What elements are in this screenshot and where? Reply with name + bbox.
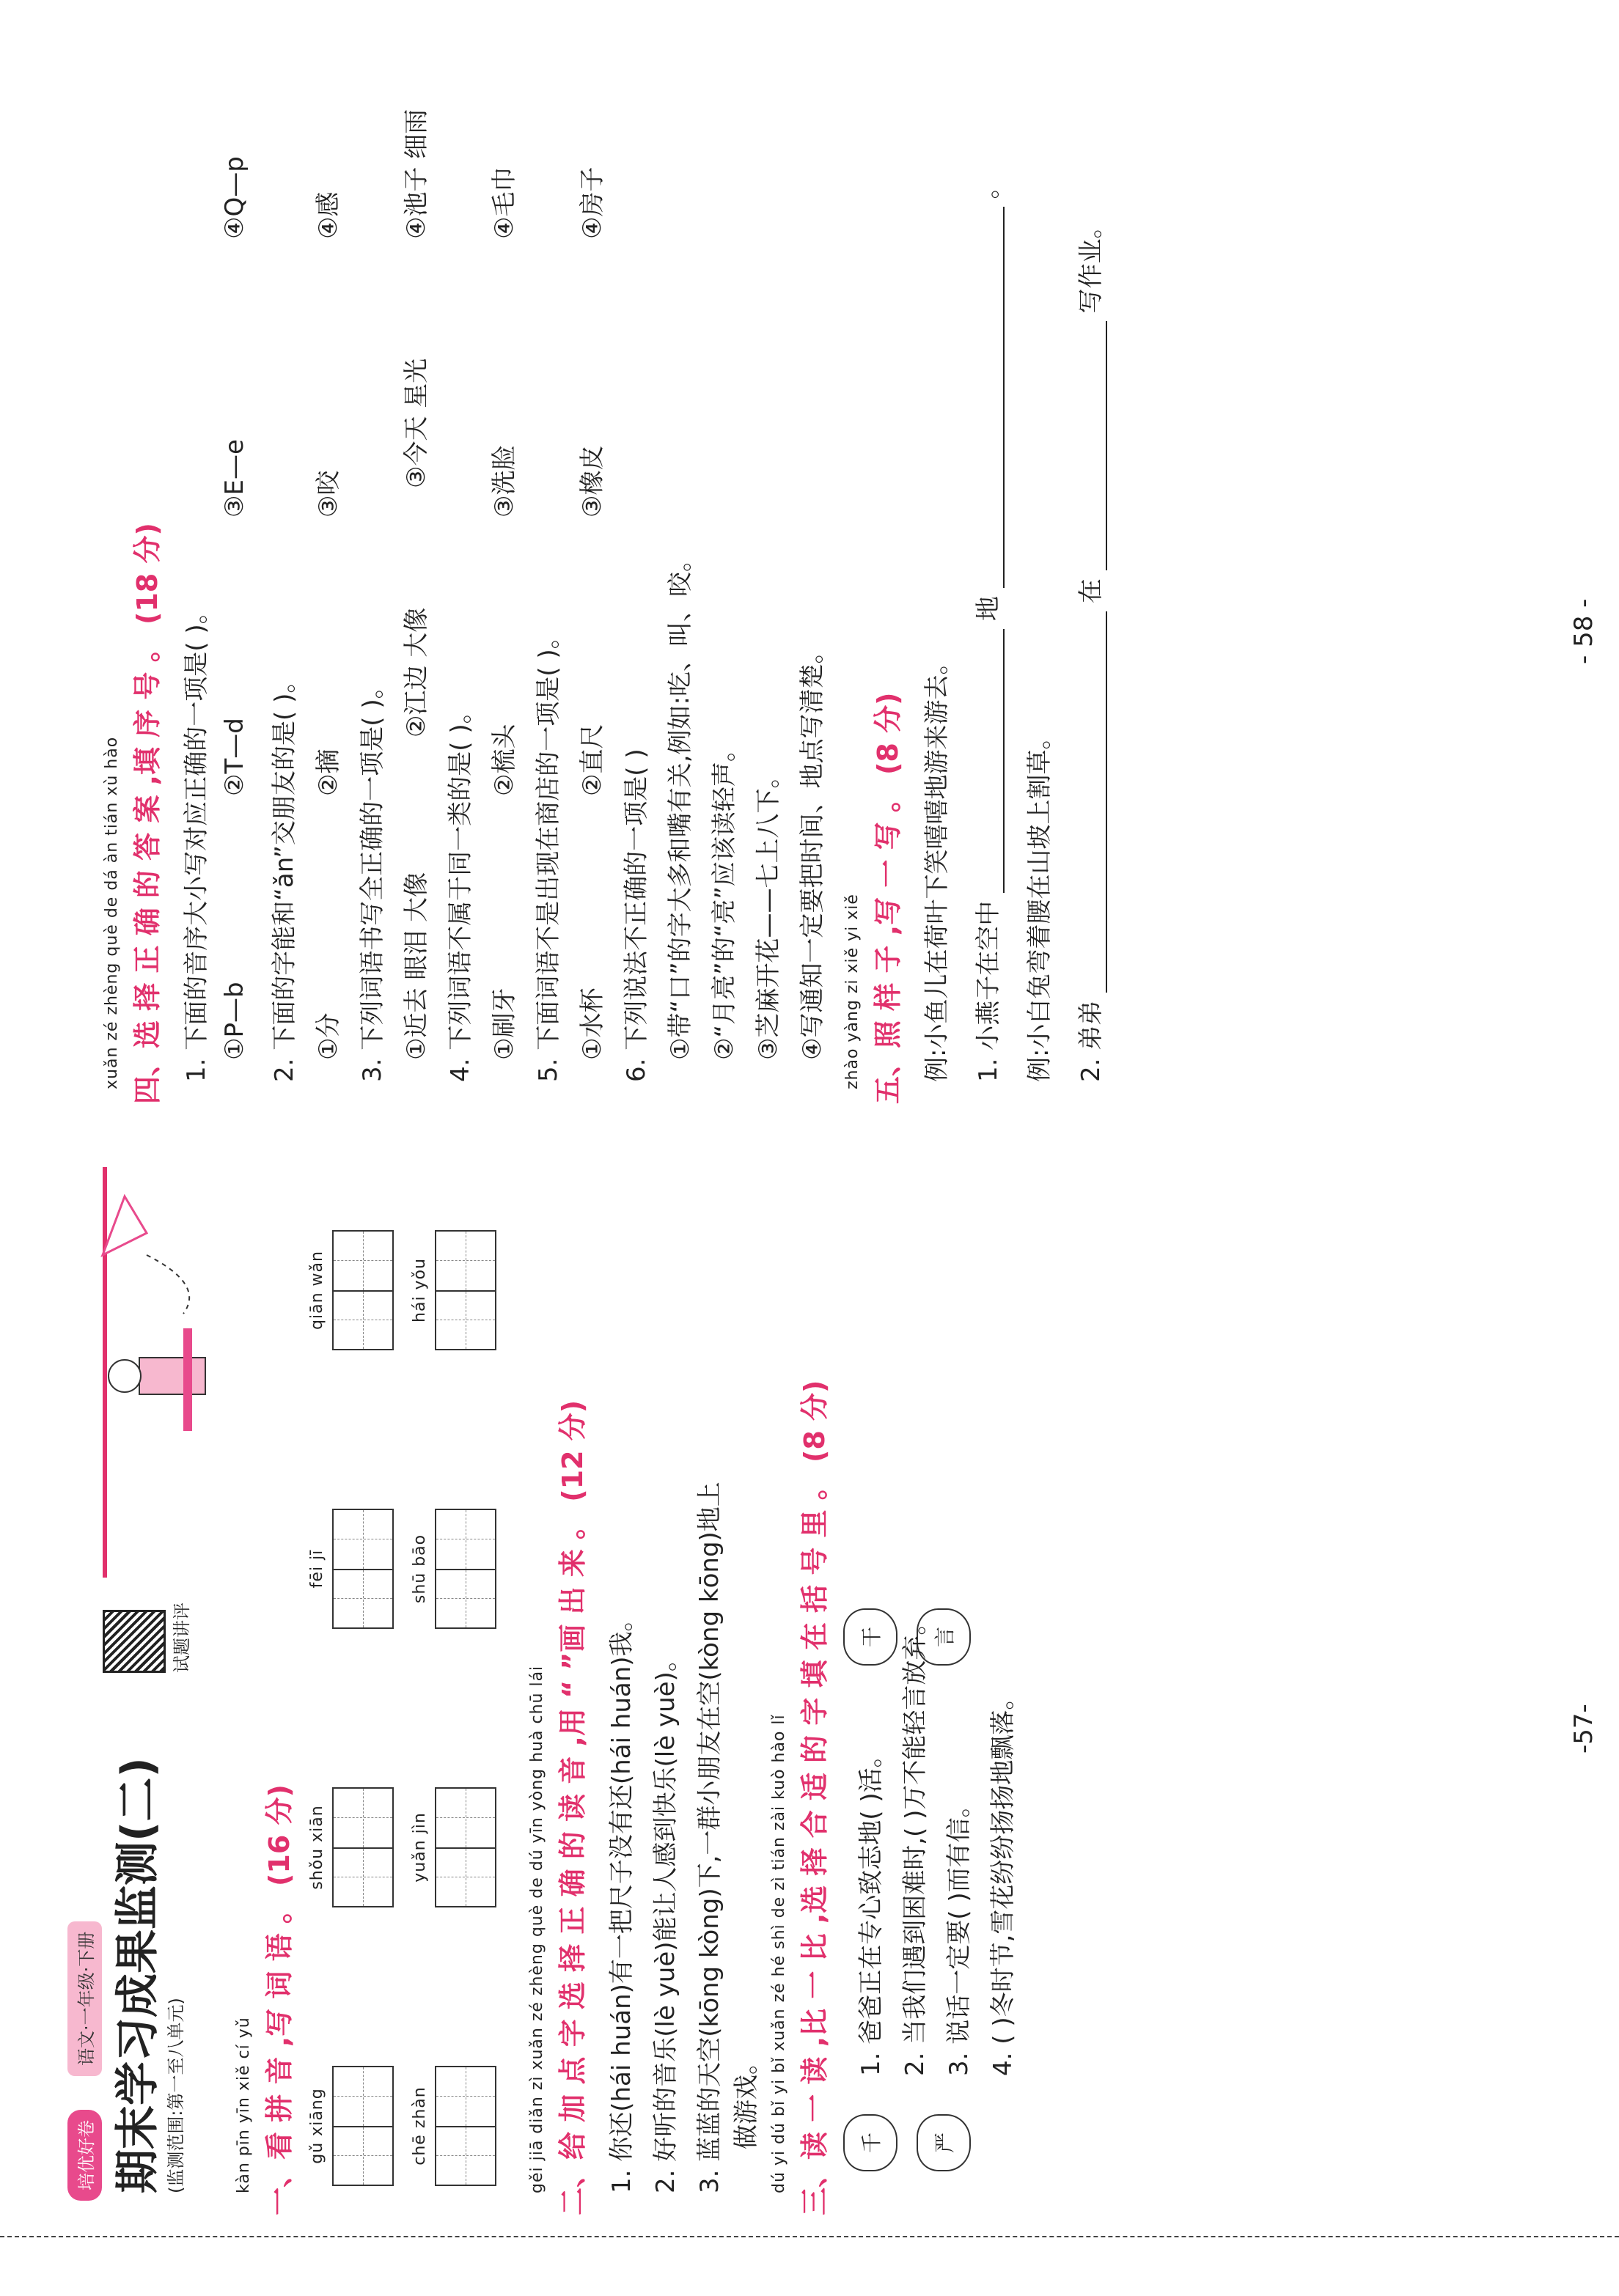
- writing-grid[interactable]: [435, 2066, 496, 2186]
- section2-item-1[interactable]: 1. 你还(hái huán)有一把尺子没有还(hái huán)我。: [607, 1606, 636, 2193]
- section5-title: 五、照 样 子 ,写 一 写 。: [872, 784, 904, 1104]
- q4-1-opt-3[interactable]: ③E—e: [220, 439, 249, 518]
- q4-6-opt-3[interactable]: ③芝麻开花——七上八下。: [754, 763, 783, 1060]
- q4-3-opt-2[interactable]: ②江边 大像: [402, 607, 431, 737]
- word-pinyin: qiān wǎn: [308, 1251, 326, 1330]
- fill-2-mid: 在: [1076, 578, 1106, 604]
- q4-1-opt-1[interactable]: ①P—b: [220, 982, 249, 1060]
- section1-heading: [257, 1784, 297, 2215]
- blank-2b[interactable]: [1076, 321, 1107, 570]
- writing-grid[interactable]: [332, 1230, 394, 1350]
- writing-grid[interactable]: [332, 1787, 394, 1907]
- binding-margin: [0, 2236, 1619, 2281]
- q4-2-stem[interactable]: 2. 下面的字能和“ǎn”交朋友的是( )。: [270, 668, 299, 1082]
- section2-item-2[interactable]: 2. 好听的音乐(lè yuè)能让人感到快乐(lè yuè)。: [651, 1646, 680, 2193]
- q4-4-opt-2[interactable]: ②梳头: [490, 724, 519, 796]
- q4-4-opt-1[interactable]: ①刷牙: [490, 987, 519, 1060]
- qr-code[interactable]: [103, 1610, 166, 1673]
- q4-3-opt-1[interactable]: ①近去 眼泪 大像: [402, 872, 431, 1060]
- section2-pinyin: gěi jiā diǎn zì xuǎn zé zhèng què de dú yīn yòng huà chū lái: [528, 1665, 546, 2193]
- word-pinyin: fēi jī: [308, 1549, 326, 1589]
- fill-item-1: [968, 174, 1005, 1083]
- word-box-6: [411, 1787, 496, 1907]
- q4-2-opt-4[interactable]: ④感: [314, 191, 343, 239]
- section3-item-2[interactable]: 2. 当我们遇到困难时,( )万不能轻言放弃。: [900, 1610, 930, 2076]
- word-box-7: [411, 1509, 496, 1629]
- left-page: [0, 1148, 1619, 2296]
- q4-3-opt-3[interactable]: ③今天 星光: [402, 358, 431, 488]
- q4-5-opt-4[interactable]: ④房子: [578, 166, 607, 239]
- word-box-8: [411, 1230, 496, 1350]
- fill-item-2: [1071, 214, 1107, 1083]
- section2-item-3[interactable]: 3. 蓝蓝的天空(kōng kòng)下,一群小朋友在空(kòng kōng)地上: [695, 1482, 724, 2193]
- example-2: 例:小白兔弯着腰在山坡上割草。: [1025, 724, 1054, 1082]
- writing-grid[interactable]: [435, 1509, 496, 1629]
- section2-score: (12 分): [557, 1399, 589, 1502]
- q4-6-opt-4[interactable]: ④写通知一定要把时间、地点写清楚。: [798, 639, 827, 1060]
- section3-item-4[interactable]: 4. ( )冬时节,雪花纷纷扬扬地飘落。: [988, 1685, 1018, 2076]
- q4-5-opt-2[interactable]: ②直尺: [578, 724, 607, 796]
- q4-2-opt-2[interactable]: ②摘: [314, 748, 343, 796]
- section5-pinyin: zhào yàng zi xiě yi xiě: [843, 894, 862, 1089]
- student-illustration-icon: [73, 1167, 249, 1475]
- word-box-2: [308, 1787, 394, 1907]
- word-pinyin: gǔ xiāng: [308, 2088, 326, 2164]
- section3-title: 三、读 一 读 ,比 一 比 ,选 择 合 适 的 字 填 在 括 号 里 。: [799, 1472, 831, 2215]
- q4-3-opt-4[interactable]: ④池子 细雨: [402, 108, 431, 239]
- writing-grid[interactable]: [435, 1230, 496, 1350]
- fill-2-end: 写作业。: [1076, 213, 1106, 314]
- section3-item-3[interactable]: 3. 说话一定要( )而有信。: [944, 1792, 974, 2076]
- section1-pinyin: kàn pīn yīn xiě cí yǔ: [235, 2017, 253, 2193]
- q4-6-stem[interactable]: 6. 下列说法不正确的一项是( ): [622, 748, 651, 1082]
- section3-pinyin: dú yi dú bǐ yi bǐ xuǎn zé hé shì de zì tián zài kuò hào lǐ: [770, 1714, 788, 2193]
- page-number-58: - 58 -: [1569, 598, 1598, 664]
- q4-2-opt-1[interactable]: ①分: [314, 1012, 343, 1060]
- blank-1a[interactable]: [974, 629, 1005, 893]
- blank-2a[interactable]: [1076, 611, 1107, 993]
- section2-title: 二、给 加 点 字 选 择 正 确 的 读 音 ,用 “ ”画 出 来 。: [557, 1511, 589, 2215]
- q4-5-opt-3[interactable]: ③橡皮: [578, 445, 607, 518]
- apple-char-1: 千: [843, 2114, 897, 2171]
- section2-item-3-cont: 做游戏。: [732, 2050, 761, 2149]
- section4-pinyin: xuǎn zé zhèng què de dá àn tián xù hào: [103, 736, 121, 1089]
- section3-heading: [792, 1380, 832, 2215]
- q4-4-opt-4[interactable]: ④毛巾: [490, 166, 519, 239]
- example-1: 例:小鱼儿在荷叶下笑嘻嘻地游来游去。: [922, 650, 952, 1082]
- q4-6-opt-1[interactable]: ①带“口”的字大多和嘴有关,例如:吃、叫、咬。: [666, 547, 695, 1060]
- q4-6-opt-2[interactable]: ②“月亮”的“亮”应该读轻声。: [710, 737, 739, 1060]
- q4-1-opt-2[interactable]: ②T—d: [220, 718, 249, 796]
- word-box-3: [308, 1509, 394, 1629]
- fill-1-end: 。: [974, 174, 1003, 199]
- fill-2-start: 2. 弟弟: [1076, 1000, 1106, 1082]
- q4-5-opt-1[interactable]: ①水杯: [578, 987, 607, 1060]
- section5-heading: [865, 693, 906, 1104]
- section3-score: (8 分): [799, 1380, 831, 1462]
- word-box-5: [411, 2066, 496, 2186]
- writing-grid[interactable]: [332, 1509, 394, 1629]
- page-title: 期末学习成果监测(二): [112, 1757, 164, 2193]
- subject-badge: 语文·一年级·下册: [67, 1921, 102, 2076]
- blank-1b[interactable]: [974, 207, 1005, 588]
- q4-5-stem[interactable]: 5. 下面词语不是出现在商店的一项是( )。: [534, 624, 563, 1082]
- section3-item-1[interactable]: 1. 爸爸正在专心致志地( )活。: [856, 1743, 886, 2076]
- scope-label: (监测范围:第一至八单元): [166, 1998, 186, 2193]
- apple-char-3: 干: [843, 1608, 897, 1666]
- q4-1-stem[interactable]: 1. 下面的音序大小写对应正确的一项是( )。: [182, 599, 211, 1082]
- word-box-4: [308, 1230, 394, 1350]
- page-number-57: -57-: [1569, 1704, 1598, 1754]
- section2-heading: [550, 1400, 590, 2215]
- word-pinyin: shǒu xiān: [308, 1805, 326, 1890]
- word-pinyin: shū bāo: [411, 1534, 429, 1604]
- section5-score: (8 分): [872, 692, 904, 775]
- q4-4-stem[interactable]: 4. 下列词语不属于同一类的是( )。: [446, 699, 475, 1082]
- fill-1-mid: 地: [974, 596, 1003, 622]
- writing-grid[interactable]: [435, 1787, 496, 1907]
- fill-1-start: 1. 小燕子在空中: [974, 900, 1003, 1082]
- section1-title: 一、看 拼 音 ,写 词 语 。: [263, 1896, 295, 2215]
- word-pinyin: hái yǒu: [411, 1258, 429, 1322]
- section4-score: (18 分): [131, 523, 164, 625]
- qr-label: 试题讲评: [172, 1603, 192, 1673]
- q4-4-opt-3[interactable]: ③洗脸: [490, 445, 519, 518]
- q4-2-opt-3[interactable]: ③咬: [314, 470, 343, 518]
- apple-char-2: 严: [917, 2114, 971, 2171]
- section4-title: 四、选 择 正 确 的 答 案 ,填 序 号 。: [131, 634, 164, 1104]
- apple-char-4: 言: [917, 1608, 971, 1666]
- word-box-1: [308, 2066, 394, 2186]
- section4-heading: [125, 523, 165, 1104]
- word-pinyin: yuǎn jìn: [411, 1812, 429, 1883]
- q4-1-opt-4[interactable]: ④Q—p: [220, 156, 249, 239]
- section1-score: (16 分): [263, 1784, 295, 1886]
- brand-tag: 培优好卷: [67, 2110, 102, 2201]
- q4-3-stem[interactable]: 3. 下列词语书写全正确的一项是( )。: [358, 674, 387, 1082]
- word-pinyin: chē zhàn: [411, 2086, 429, 2166]
- writing-grid[interactable]: [332, 2066, 394, 2186]
